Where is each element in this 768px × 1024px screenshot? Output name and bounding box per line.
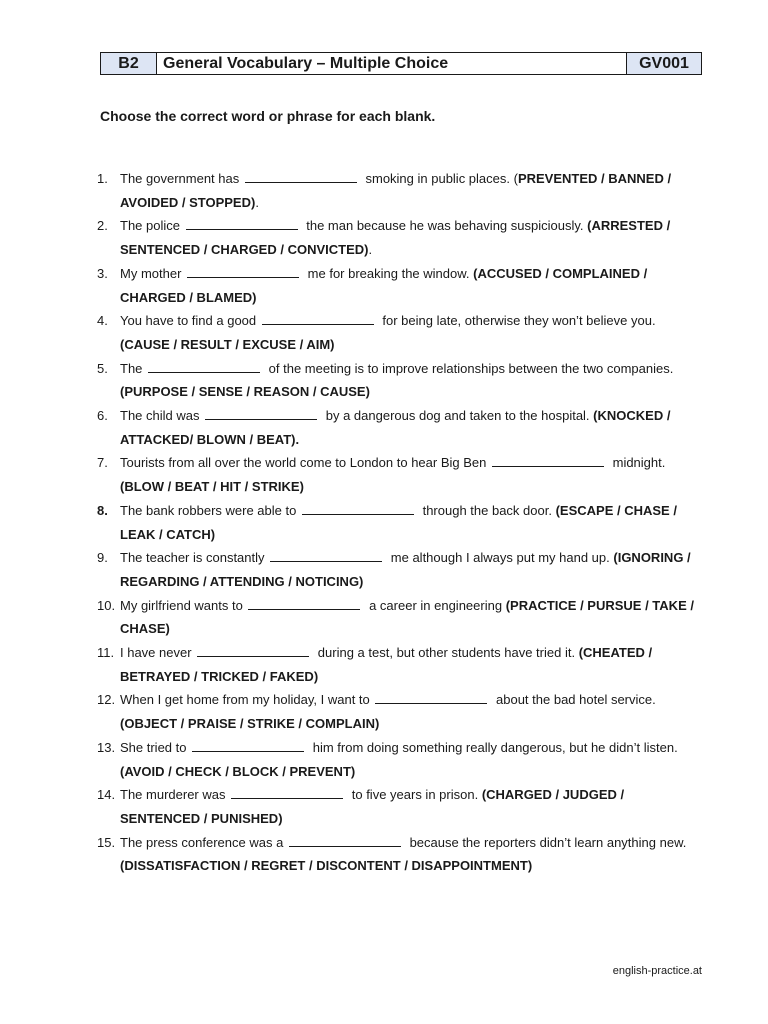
answer-blank[interactable] bbox=[302, 502, 414, 515]
answer-blank[interactable] bbox=[262, 312, 374, 325]
answer-blank[interactable] bbox=[248, 597, 360, 610]
answer-options: (IGNORING / REGARDING / ATTENDING / NOTICING) bbox=[120, 550, 691, 589]
question-number: 11. bbox=[97, 645, 115, 661]
question-text-before: The teacher is constantly bbox=[120, 550, 265, 566]
question-number: 13. bbox=[97, 739, 116, 755]
question-text bbox=[120, 736, 707, 783]
header-table bbox=[100, 52, 702, 75]
level-badge: B2 bbox=[101, 53, 157, 74]
question-text bbox=[120, 262, 707, 309]
question-number: 1. bbox=[97, 171, 108, 186]
question-number: 3. bbox=[97, 265, 108, 281]
question-text-before: When I get home from my holiday, I want to bbox=[120, 692, 370, 708]
question-text-after: a career in engineering bbox=[369, 597, 503, 613]
question-text-after: during a test, but other students have tried it. bbox=[317, 645, 576, 661]
question-text-before: The press conference was a bbox=[120, 834, 284, 850]
question-text bbox=[120, 451, 707, 498]
question-text-before: The bbox=[120, 360, 143, 376]
answer-blank[interactable] bbox=[186, 217, 298, 230]
answer-blank[interactable] bbox=[205, 407, 317, 420]
answer-options: (BLOW / BEAT / HIT / STRIKE) bbox=[120, 479, 304, 495]
answer-options: (DISSATISFACTION / REGRET / DISCONTENT / DISAPPOINTMENT) bbox=[120, 858, 533, 874]
answer-options: (ESCAPE / CHASE / LEAK / CATCH) bbox=[120, 502, 677, 542]
question-end: . bbox=[255, 194, 259, 210]
question-number: 7. bbox=[97, 455, 108, 471]
question-item bbox=[97, 688, 707, 735]
question-text bbox=[120, 167, 707, 214]
question-text bbox=[120, 688, 707, 735]
question-text-after: smoking in public places. ( bbox=[365, 171, 518, 186]
answer-options: (ACCUSED / COMPLAINED / CHARGED / BLAMED) bbox=[120, 265, 648, 305]
question-text bbox=[120, 594, 707, 641]
question-text bbox=[120, 309, 707, 356]
question-item bbox=[97, 404, 707, 451]
question-item bbox=[97, 214, 707, 261]
question-text-after: by a dangerous dog and taken to the hospital. bbox=[325, 408, 590, 424]
question-text-after: about the bad hotel service. bbox=[496, 692, 656, 708]
answer-blank[interactable] bbox=[231, 786, 343, 799]
question-item bbox=[97, 736, 707, 783]
question-text bbox=[120, 831, 707, 878]
question-number: 12. bbox=[97, 692, 116, 708]
question-text-before: The bank robbers were able to bbox=[120, 502, 297, 518]
question-text-before: The government has bbox=[120, 171, 240, 186]
question-item bbox=[97, 357, 707, 404]
question-item bbox=[97, 451, 707, 498]
question-number: 15. bbox=[97, 834, 116, 850]
question-item bbox=[97, 167, 707, 214]
worksheet-code: GV001 bbox=[627, 53, 701, 74]
question-text bbox=[120, 214, 707, 261]
question-item bbox=[97, 641, 707, 688]
question-text-after: because the reporters didn’t learn anything new. bbox=[409, 834, 687, 850]
footer-url: english-practice.at bbox=[612, 965, 702, 977]
question-end: . bbox=[368, 242, 373, 258]
answer-blank[interactable] bbox=[289, 834, 401, 847]
question-item bbox=[97, 499, 707, 546]
question-text-before: She tried to bbox=[120, 739, 187, 755]
question-number: 2. bbox=[97, 218, 108, 234]
question-number: 14. bbox=[97, 787, 116, 803]
answer-options: (OBJECT / PRAISE / STRIKE / COMPLAIN) bbox=[120, 716, 380, 732]
question-text-before: My girlfriend wants to bbox=[120, 597, 243, 613]
question-number: 6. bbox=[97, 408, 108, 424]
question-text-after: to five years in prison. bbox=[351, 787, 479, 803]
question-item bbox=[97, 783, 707, 830]
question-text-before: The murderer was bbox=[120, 787, 226, 803]
answer-blank[interactable] bbox=[245, 170, 357, 183]
answer-blank[interactable] bbox=[187, 265, 299, 278]
question-text-before: The child was bbox=[120, 408, 200, 424]
question-number: 9. bbox=[97, 550, 108, 566]
worksheet-title: General Vocabulary – Multiple Choice bbox=[157, 53, 627, 74]
question-text bbox=[120, 546, 707, 593]
question-text-before: You have to find a good bbox=[120, 313, 257, 329]
question-text-before: Tourists from all over the world come to London to hear Big Ben bbox=[120, 455, 487, 471]
question-item bbox=[97, 546, 707, 593]
question-text-before: My mother bbox=[120, 265, 182, 281]
answer-options: (PURPOSE / SENSE / REASON / CAUSE) bbox=[120, 384, 370, 400]
question-list bbox=[97, 167, 707, 878]
question-text bbox=[120, 783, 707, 830]
answer-options: (CAUSE / RESULT / EXCUSE / AIM) bbox=[120, 336, 335, 352]
question-number: 8. bbox=[97, 502, 108, 518]
answer-blank[interactable] bbox=[197, 644, 309, 657]
question-item bbox=[97, 831, 707, 878]
instruction-text: Choose the correct word or phrase for each blank. bbox=[100, 108, 436, 124]
question-text-after: him from doing something really dangerous, but he didn’t listen. bbox=[312, 739, 678, 755]
answer-options: (KNOCKED / ATTACKED/ BLOWN / BEAT). bbox=[120, 408, 671, 447]
question-text-after: the man because he was behaving suspiciously. bbox=[306, 218, 584, 234]
question-number: 5. bbox=[97, 360, 108, 376]
answer-blank[interactable] bbox=[492, 454, 604, 467]
answer-blank[interactable] bbox=[192, 739, 304, 752]
question-text-after: me although I always put my hand up. bbox=[390, 550, 610, 566]
question-number: 10. bbox=[97, 597, 116, 613]
question-item bbox=[97, 594, 707, 641]
question-number: 4. bbox=[97, 313, 108, 329]
answer-blank[interactable] bbox=[375, 691, 487, 704]
question-text-after: of the meeting is to improve relationships between the two companies. bbox=[268, 360, 674, 376]
question-text bbox=[120, 357, 707, 404]
question-text bbox=[120, 404, 707, 451]
answer-options: (CHARGED / JUDGED / SENTENCED / PUNISHED) bbox=[120, 787, 625, 826]
question-text-after: midnight. bbox=[612, 455, 666, 471]
question-item bbox=[97, 309, 707, 356]
answer-options: PREVENTED / BANNED / AVOIDED / STOPPED) bbox=[120, 171, 672, 210]
answer-blank[interactable] bbox=[270, 549, 382, 562]
answer-options: (ARRESTED / SENTENCED / CHARGED / CONVICTED) bbox=[120, 218, 671, 258]
question-text-after: for being late, otherwise they won’t believe you. bbox=[382, 313, 656, 329]
answer-options: (PRACTICE / PURSUE / TAKE / CHASE) bbox=[120, 597, 694, 637]
question-item bbox=[97, 262, 707, 309]
question-text bbox=[120, 641, 707, 688]
answer-options: (CHEATED / BETRAYED / TRICKED / FAKED) bbox=[120, 645, 653, 684]
question-text-before: The police bbox=[120, 218, 180, 234]
question-text-after: through the back door. bbox=[422, 502, 552, 518]
question-text-after: me for breaking the window. bbox=[307, 265, 470, 281]
answer-blank[interactable] bbox=[148, 360, 260, 373]
answer-options: (AVOID / CHECK / BLOCK / PREVENT) bbox=[120, 763, 356, 779]
question-text bbox=[120, 499, 707, 546]
question-text-before: I have never bbox=[120, 645, 192, 661]
